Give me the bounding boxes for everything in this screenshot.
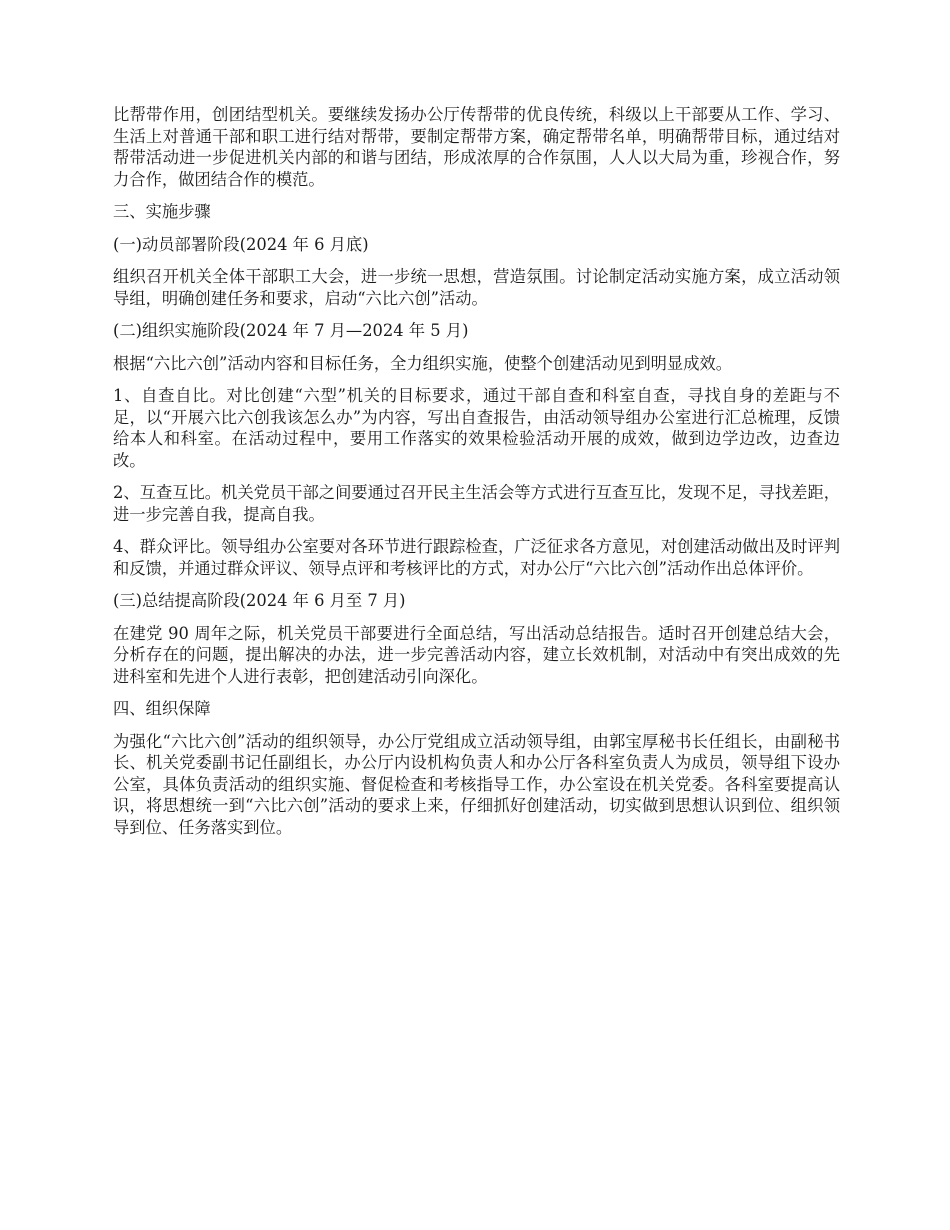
paragraph-summary: 在建党 90 周年之际，机关党员干部要进行全面总结，写出活动总结报告。适时召开创建总结大会，分析存在的问题，提出解决的办法，进一步完善活动内容，建立长效机制，对活动中有突出成效的先进科室和先进个人进行表彰，把创建活动引向深化。 bbox=[113, 623, 840, 686]
document-body bbox=[113, 104, 840, 849]
paragraph-mobilization: 组织召开机关全体干部职工大会，进一步统一思想，营造氛围。讨论制定活动实施方案，成立活动领导组，明确创建任务和要求，启动“六比六创”活动。 bbox=[113, 267, 840, 308]
heading-mobilization-stage: (一)动员部署阶段(2024 年 6 月底) bbox=[113, 234, 369, 254]
paragraph-mutual-check: 2、互查互比。机关党员干部之间要通过召开民主生活会等方式进行互查互比，发现不足，寻找差距，进一步完善自我，提高自我。 bbox=[113, 483, 840, 524]
paragraph-self-check: 1、自查自比。对比创建“六型”机关的目标要求，通过干部自查和科室自查，寻找自身的差距与不足，以“开展六比六创我该怎么办”为内容，写出自查报告，由活动领导组办公室进行汇总梳理，反馈给本人和科室。在活动过程中，要用工作落实的效果检验活动开展的成效，做到边学边改，边查边改。 bbox=[113, 386, 840, 470]
paragraph-public-review: 4、群众评比。领导组办公室要对各环节进行跟踪检查，广泛征求各方意见，对创建活动做出及时评判和反馈，并通过群众评议、领导点评和考核评比的方式，对办公厅“六比六创”活动作出总体评价。 bbox=[113, 537, 840, 578]
heading-implementation-stage: (二)组织实施阶段(2024 年 7 月—2024 年 5 月) bbox=[113, 321, 469, 340]
heading-organization-guarantee: 四、组织保障 bbox=[113, 699, 211, 718]
paragraph-implementation: 根据“六比六创”活动内容和目标任务，全力组织实施，使整个创建活动见到明显成效。 bbox=[113, 353, 733, 373]
paragraph-organization: 为强化“六比六创”活动的组织领导，办公厅党组成立活动领导组，由郭宝厚秘书长任组长，由副秘书长、机关党委副书记任副组长，办公厅内设机构负责人和办公厅各科室负责人为成员，领导组下设办公室，具体负责活动的组织实施、督促检查和考核指导工作，办公室设在机关党委。各科室要提高认识，将思想统一到“六比六创”活动的要求上来，仔细抓好创建活动，切实做到思想认识到位、组织领导到位、任务落实到位。 bbox=[113, 731, 840, 837]
heading-summary-stage: (三)总结提高阶段(2024 年 6 月至 7 月) bbox=[113, 591, 406, 610]
heading-implementation-steps: 三、实施步骤 bbox=[113, 202, 211, 221]
paragraph-teamwork: 比帮带作用，创团结型机关。要继续发扬办公厅传帮带的优良传统，科级以上干部要从工作、学习、生活上对普通干部和职工进行结对帮带，要制定帮带方案，确定帮带名单，明确帮带目标，通过结对帮带活动进一步促进机关内部的和谐与团结，形成浓厚的合作氛围，人人以大局为重，珍视合作，努力合作，做团结合作的模范。 bbox=[113, 105, 840, 189]
